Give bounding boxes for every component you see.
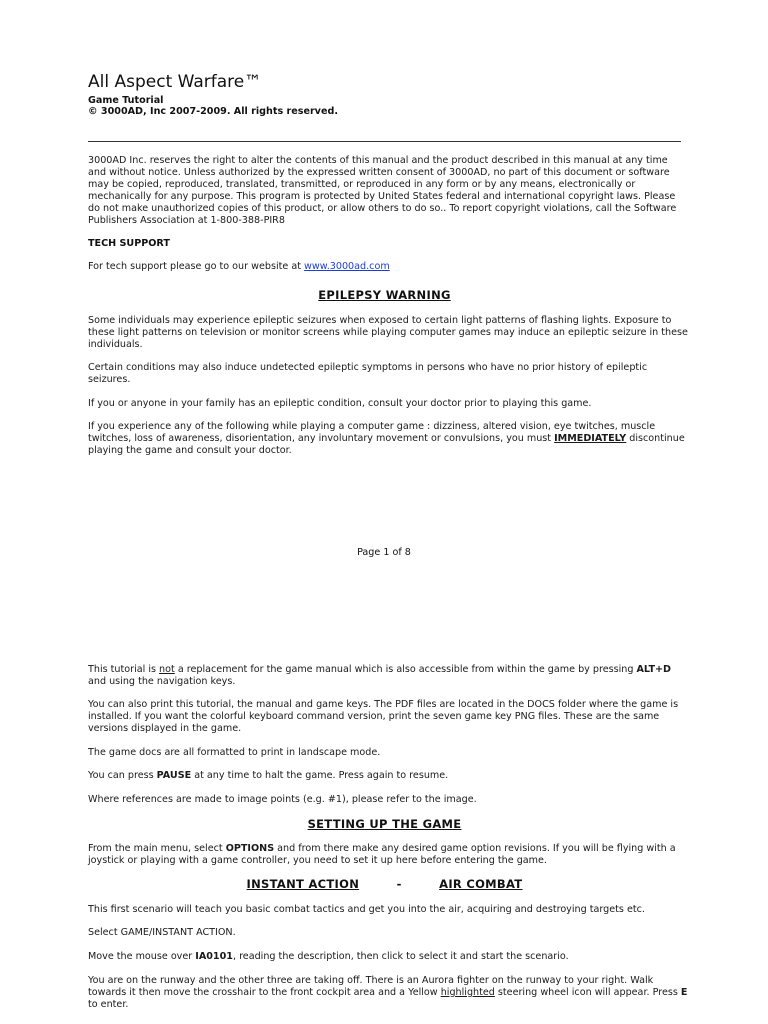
intro-p1-b: a replacement for the game manual which is also accessible from within the game by pressing	[174, 664, 637, 675]
tech-support-label: TECH SUPPORT	[88, 238, 170, 249]
setup-a: From the main menu, select	[88, 843, 226, 854]
intro-paragraph-1	[88, 664, 688, 688]
epilepsy-p4-start: If you experience any of the following while playing a computer game : dizziness, altered vision, eye twitches, muscle twitches, loss of awareness, disorientation, any involuntary movement or convulsions, you must	[88, 421, 656, 444]
epilepsy-paragraph-2: Certain conditions may also induce undetected epileptic symptoms in persons who have no prior history of epileptic seizures.	[88, 362, 648, 385]
pause-key: PAUSE	[156, 770, 192, 781]
heading-dash: -	[396, 877, 402, 891]
setup-b: and from there make any desired game option revisions. If you will be flying with a joystick or playing with a game controller, you need to set it up here before entering the game.	[88, 843, 676, 866]
ia0101-key: IA0101	[195, 951, 233, 962]
intro-p4-a: You can press	[88, 770, 157, 781]
setup-paragraph	[88, 843, 688, 867]
doc-copyright: © 3000AD, Inc 2007-2009. All rights reserved.	[88, 106, 338, 117]
intro-p4-b: at any time to halt the game. Press again to resume.	[191, 770, 449, 781]
intro-p1-a: This tutorial is	[88, 664, 160, 675]
instant-paragraph-4	[88, 975, 688, 1011]
instant-paragraph-1: This first scenario will teach you basic combat tactics and get you into the air, acquiring and destroying targets etc.	[88, 904, 645, 915]
instant-action-heading	[88, 877, 681, 891]
epilepsy-paragraph-1: Some individuals may experience epileptic seizures when exposed to certain light patterns of flashing lights. Exposure to these light patterns on television or monitor screens while playing computer games may induce an epileptic seizure in these individuals.	[88, 315, 688, 350]
instant-paragraph-3	[88, 951, 688, 963]
website-link[interactable]: www.3000ad.com	[304, 261, 390, 272]
epilepsy-heading: EPILEPSY WARNING	[318, 288, 451, 302]
instant-p4-c: to enter.	[88, 999, 129, 1010]
not-emphasis: not	[159, 664, 175, 675]
instant-p4-b: steering wheel icon will appear. Press	[494, 987, 681, 998]
epilepsy-paragraph-4	[88, 421, 688, 457]
instant-paragraph-2: Select GAME/INSTANT ACTION.	[88, 927, 236, 938]
intro-paragraph-4	[88, 770, 688, 782]
page-number: Page 1 of 8	[357, 547, 411, 558]
intro-paragraph-3: The game docs are all formatted to print in landscape mode.	[88, 747, 381, 758]
doc-subtitle: Game Tutorial	[88, 95, 164, 106]
legal-notice: 3000AD Inc. reserves the right to alter the contents of this manual and the product described in this manual at any time and without notice. Unless authorized by the expressed written consent of 3000AD, no part of this document or software may be copied, reproduced, translated, transmitted, or reproduced in any form or by any means, electronically or mechanically for any purpose. This program is protected by United States federal and international copyright laws. Please do not make unauthorized copies of this product, or allow others to do so.. To report copyright violations, call the Software Publishers Association at 1-800-388-PIR8	[88, 155, 677, 226]
instant-p3-a: Move the mouse over	[88, 951, 196, 962]
instant-p4-a: You are on the runway and the other three are taking off. There is an Aurora fighter on the runway to your right. Walk towards it then move the crosshair to the front cockpit area and a Yellow	[88, 975, 654, 998]
doc-title: All Aspect Warfare™	[88, 72, 262, 92]
epilepsy-paragraph-3: If you or anyone in your family has an epileptic condition, consult your doctor prior to playing this game.	[88, 398, 592, 409]
options-key: OPTIONS	[225, 843, 275, 854]
tech-support-text	[88, 261, 688, 273]
header-divider	[88, 141, 681, 142]
immediately-emphasis: IMMEDIATELY	[554, 433, 627, 444]
instant-action-label: INSTANT ACTION	[246, 877, 360, 891]
intro-paragraph-2: You can also print this tutorial, the manual and game keys. The PDF files are located in the DOCS folder where the game is installed. If you want the colorful keyboard command version, print the seven game key PNG files. These are the same versions displayed in the game.	[88, 699, 679, 734]
highlighted-emphasis: highlighted	[440, 987, 495, 998]
epilepsy-p4-end: discontinue playing the game and consult your doctor.	[88, 433, 685, 456]
air-combat-label: AIR COMBAT	[439, 877, 523, 891]
intro-p1-c: and using the navigation keys.	[88, 676, 236, 687]
e-key: E	[680, 987, 688, 998]
setup-heading: SETTING UP THE GAME	[307, 817, 462, 831]
alt-d-key: ALT+D	[636, 664, 671, 675]
tech-support-prefix: For tech support please go to our website at	[88, 261, 305, 272]
intro-paragraph-5: Where references are made to image points (e.g. #1), please refer to the image.	[88, 794, 477, 805]
instant-p3-b: , reading the description, then click to select it and start the scenario.	[232, 951, 569, 962]
